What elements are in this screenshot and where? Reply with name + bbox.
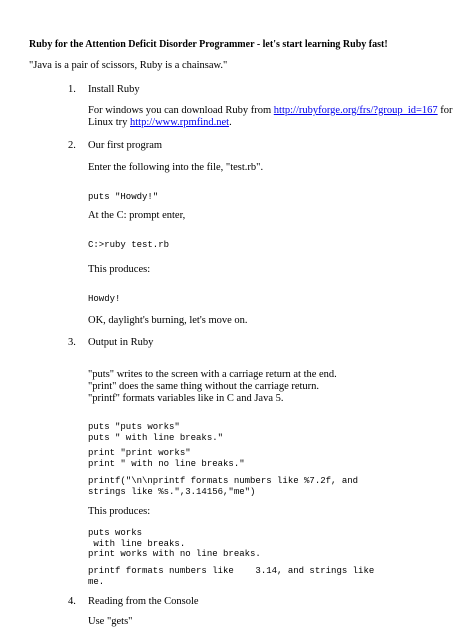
linux-text-period: .	[229, 117, 232, 128]
section-number-3: 3.	[68, 337, 76, 348]
code-printf-example: printf("\n\nprintf formats numbers like %7.2f, and strings like %s.",3.14156,"me")	[88, 476, 359, 497]
code-howdy: puts "Howdy!"	[88, 192, 159, 202]
section-heading-console: Reading from the Console	[88, 596, 199, 607]
download-text-for: for	[437, 105, 453, 116]
move-on-text: OK, daylight's burning, let's move on.	[88, 315, 248, 326]
download-text: For windows you can download Ruby from	[88, 105, 274, 116]
section-heading-first-program: Our first program	[88, 140, 163, 151]
rubyforge-link[interactable]: http://rubyforge.org/frs/?group_id=167	[273, 105, 438, 116]
output-howdy: Howdy!	[88, 294, 121, 304]
code-run-command: C:>ruby test.rb	[88, 240, 170, 250]
prompt-instruction: At the C: prompt enter,	[88, 210, 186, 221]
rpmfind-link[interactable]: http://www.rpmfind.net	[130, 117, 230, 128]
output-puts-print: puts works with line breaks. print works with no line breaks.	[88, 528, 261, 559]
document-title: Ruby for the Attention Deficit Disorder Programmer - let's start learning Ruby fast!	[29, 39, 388, 50]
print-description: "print" does the same thing without the carriage return.	[88, 381, 320, 392]
section-number-4: 4.	[68, 596, 76, 607]
use-gets-text: Use "gets"	[88, 616, 133, 627]
section-heading-install-ruby: Install Ruby	[88, 84, 140, 95]
code-print-example: print "print works" print " with no line breaks."	[88, 448, 245, 469]
puts-description: "puts" writes to the screen with a carriage return at the end.	[88, 369, 337, 380]
intro-quote: "Java is a pair of scissors, Ruby is a chainsaw."	[29, 60, 228, 71]
section-number-2: 2.	[68, 140, 76, 151]
download-paragraph-line-2	[88, 117, 232, 129]
produces-label-2: This produces:	[88, 506, 151, 517]
section-number-1: 1.	[68, 84, 76, 95]
output-printf: printf formats numbers like 3.14, and strings like me.	[88, 566, 375, 587]
linux-text: Linux try	[88, 117, 130, 128]
section-heading-output: Output in Ruby	[88, 337, 154, 348]
produces-label-1: This produces:	[88, 264, 151, 275]
printf-description: "printf" formats variables like in C and Java 5.	[88, 393, 284, 404]
enter-instruction: Enter the following into the file, "test.rb".	[88, 162, 264, 173]
download-paragraph-line-1	[88, 105, 453, 117]
code-puts-example: puts "puts works" puts " with line breaks."	[88, 422, 224, 443]
